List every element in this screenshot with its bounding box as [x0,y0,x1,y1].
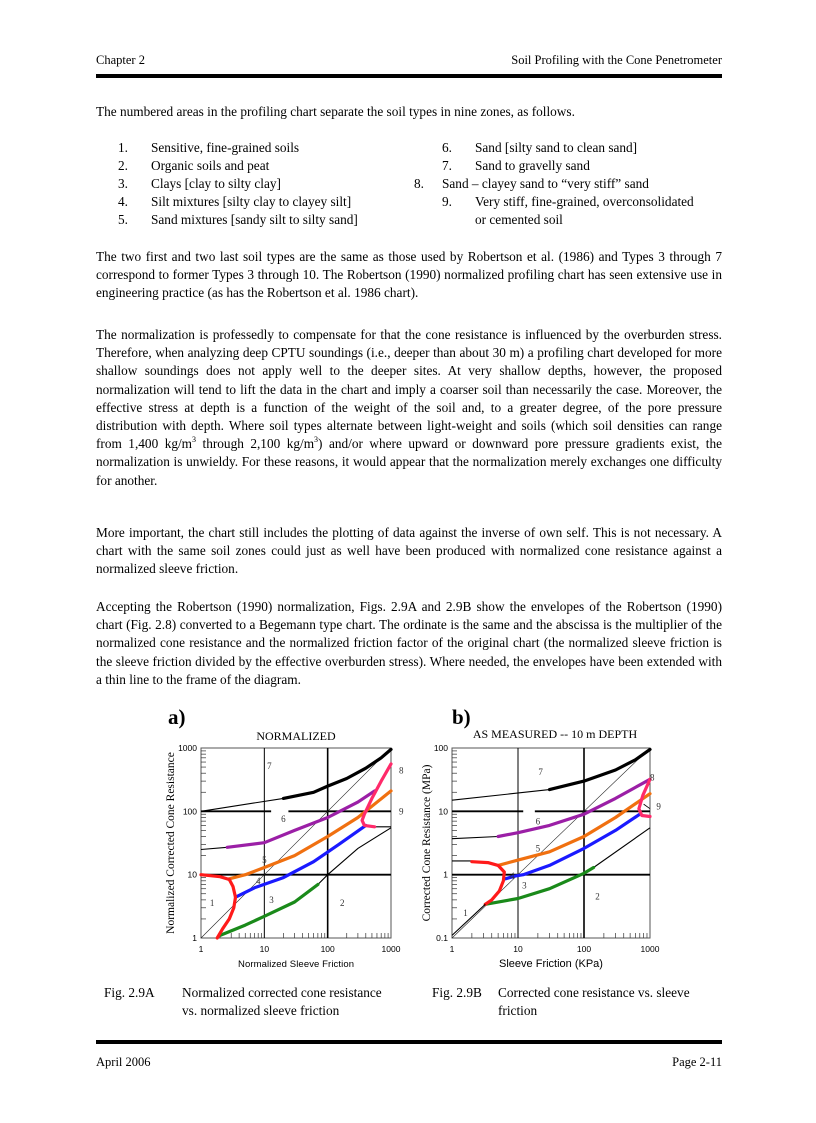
figure-a-label: a) [168,705,186,729]
zone-label: 6 [535,816,541,827]
list-item: 6. Sand [silty sand to clean sand] [442,140,638,155]
list-item: 4. Silt mixtures [silty clay to clayey silt] [118,194,352,209]
figure-b-label: b) [452,705,471,729]
zone-label: 4 [255,875,261,886]
figure-b-caption-text: Corrected cone resistance vs. sleeve friction [498,985,690,1019]
list-item: 3. Clays [clay to silty clay] [118,176,281,191]
y-tick-label: 1000 [178,743,197,753]
zone-label: 8 [398,765,404,776]
envelope-extension [452,837,498,839]
figure-a-caption-number: Fig. 2.9A [104,985,155,1000]
x-tick-label: 100 [576,944,592,954]
paragraph-inverse-plotting: More important, the chart still includes the plotting of data against the inverse of own self. This is not necessary. A chart with the same soil zones could just as well have been produced with normalized cone resistance against a normalized sleeve friction. [96,525,722,577]
envelope-curve [550,749,651,789]
x-axis-label: Sleeve Friction (KPa) [499,958,603,970]
list-item: 1. Sensitive, fine-grained soils [118,140,300,155]
zone-label: 1 [463,907,468,918]
y-tick-label: 1 [443,869,448,880]
envelope-curve [472,862,504,905]
y-tick-label: 100 [433,743,448,753]
x-axis-label: Normalized Sleeve Friction [238,959,354,970]
zone-label: 1 [209,897,215,908]
list-item: 5. Sand mixtures [sandy silt to silty sand] [118,212,358,227]
list-item: 8. Sand – clayey sand to “very stiff” sand [414,176,649,191]
envelope-curve [504,814,640,879]
zone-label: 9 [656,801,661,812]
zone-label: 6 [281,814,286,825]
x-tick-label: 1 [449,944,455,954]
x-tick-label: 100 [320,944,335,954]
list-item: 2. Organic soils and peat [118,158,270,173]
zone-label: 7 [538,766,543,777]
header-chapter: Chapter 2 [96,53,145,67]
zone-label: 5 [535,843,541,854]
running-footer [96,1055,722,1070]
y-axis-label: Normalized Corrected Cone Resistance [165,752,177,934]
footer-page: Page 2-11 [672,1055,722,1069]
y-tick-label: 10 [438,806,448,817]
footer-rule [96,1040,722,1044]
x-tick-label: 1 [198,944,204,954]
figure-a-caption-text: Normalized corrected cone resistance vs. normalized sleeve friction [182,985,382,1019]
zone-label: 3 [269,894,274,905]
y-tick-label: 1 [192,933,197,943]
footer-date: April 2006 [96,1055,151,1069]
y-tick-label: 10 [187,869,197,880]
header-title: Soil Profiling with the Cone Penetrometer [511,53,722,67]
zone-label: 5 [262,855,267,866]
list-item: 7. Sand to gravelly sand [442,158,590,173]
intro-paragraph: The numbered areas in the profiling chart separate the soil types in nine zones, as follows. [96,104,575,119]
x-tick-label: 1000 [381,944,401,954]
reference-line [452,748,650,938]
envelope-extension [452,790,550,801]
zone-label: 7 [267,760,272,771]
x-tick-label: 10 [513,944,523,954]
zone-label: 2 [595,891,600,902]
x-tick-label: 1000 [640,944,660,954]
list-item: 9. Very stiff, fine-grained, overconsolidated or cemented soil [442,194,694,228]
chart-title: AS MEASURED -- 10 m DEPTH [472,727,638,741]
envelope-extension [594,828,650,868]
zone-label: 4 [510,870,515,881]
y-tick-label: 100 [182,806,197,817]
zone-label: 8 [649,772,655,783]
x-tick-label: 10 [259,944,270,954]
zone-label: 9 [398,806,404,817]
paragraph-normalization: The normalization is professedly to compensate for that the cone resistance is influenced by the overburden stress. Therefore, when analyzing deep CPTU soundings (i.e., deeper than about 30 m) a profiling chart developed for more shallow soundings does not apply well to the deeper sites. At very shallow depths, however, the proposed normalization will tend to lift the data in the chart and imply a coarser soil than necessarily the case. Moreover, the effective stress at depth is a function of the weight of the soil and, to a greater degree, of the pore pressure distribution with depth. Where soil types alternate between light-weight and soils (which soil densities can range from 1,400 $kg/m^3$ through 2,100 $kg/m^3$) and/or where upward or downward pore pressure gradients exist, the normalization is unwieldy. For these reasons, it would appear that the normalization merely exchanges one difficulty for another. [96,327,723,488]
y-tick-label: 0.1 [436,933,448,943]
chart-title: NORMALIZED [256,729,336,743]
figure-b-caption-number: Fig. 2.9B [432,985,482,1000]
paragraph-soil-types: The two first and two last soil types are the same as those used by Robertson et al. (1986) and Types 3 through 7 correspond to former Types 3 through 10. The Robertson (1990) normalized profiling chart has seen extensive use in engineering practice (as has the Robertson et al. 1986 chart). [96,249,722,301]
envelope-extension [452,904,485,935]
zone-label: 3 [522,880,527,891]
zone-label: 2 [340,897,345,908]
paragraph-begemann: Accepting the Robertson (1990) normalization, Figs. 2.9A and 2.9B show the envelopes of the Robertson (1990) chart (Fig. 2.8) converted to a Begemann type chart. The ordinate is the same and the abscissa is the multiplier of the normalized cone resistance and the normalized friction factor of the original chart (the normalized sleeve friction is the sleeve friction divided by the effective overburden stress). Where needed, the envelopes have been extended with a thin line to the frame of the diagram. [96,599,722,687]
y-axis-label: Corrected Cone Resistance (MPa) [421,764,433,922]
